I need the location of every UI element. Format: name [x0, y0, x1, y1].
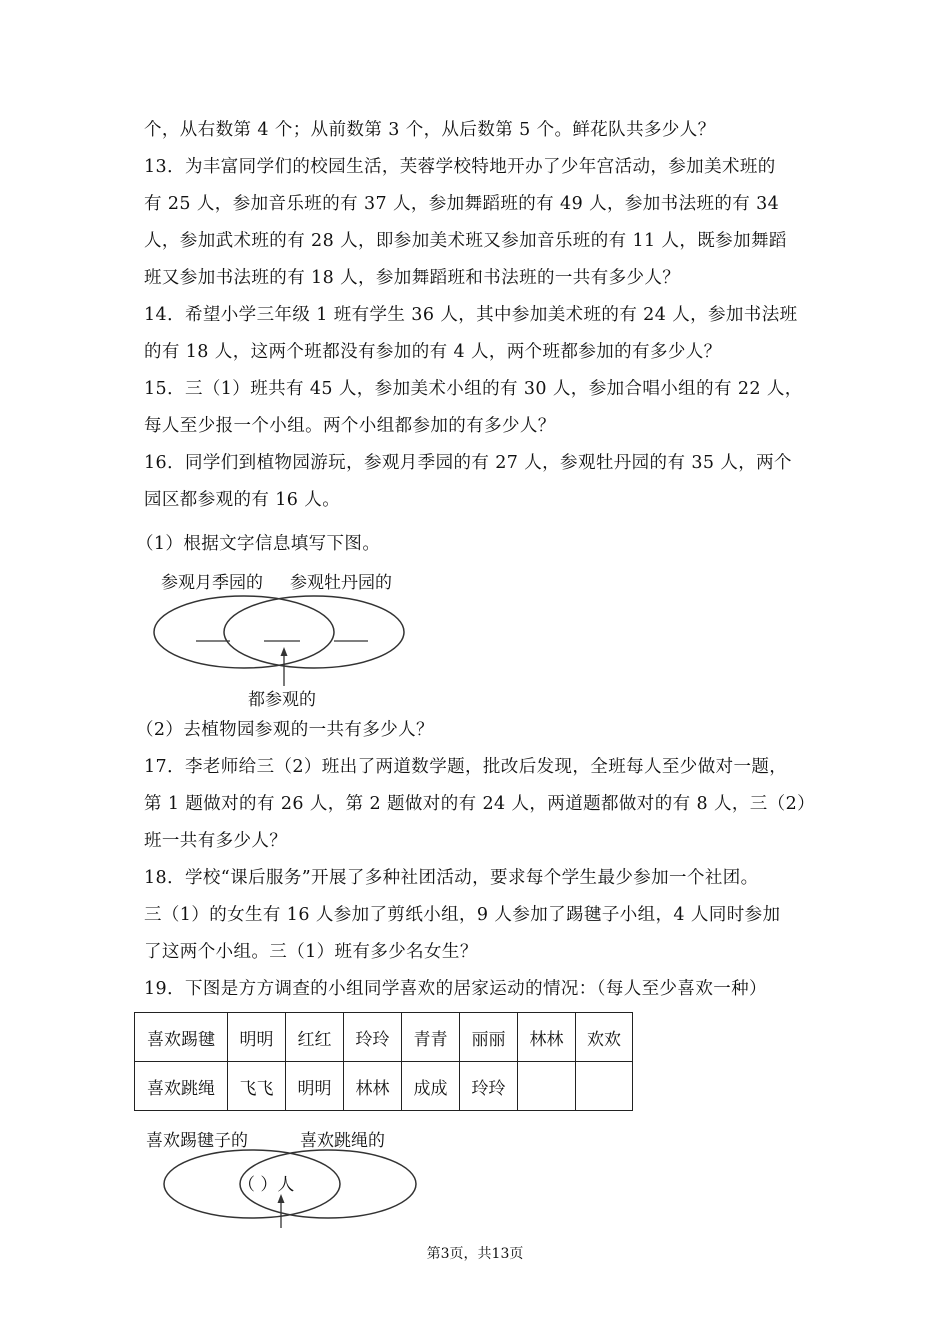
question-16-line-2: 园区都参观的有 16 人。: [144, 490, 341, 510]
question-18-line-2: 三（1）的女生有 16 人参加了剪纸小组，9 人参加了踢毽子小组，4 人同时参加: [144, 905, 781, 925]
table-cell: 欢欢: [576, 1013, 633, 1062]
venn19-arrow-head: [278, 1194, 285, 1203]
venn19-center-text: （ ）人: [238, 1175, 295, 1195]
question-14-line-1: 14．希望小学三年级 1 班有学生 36 人，其中参加美术班的有 24 人，参加书法班: [144, 305, 798, 325]
question-16-subpart-1-text: （1）根据文字信息填写下图。: [136, 534, 381, 554]
table-cell: 林林: [344, 1062, 402, 1111]
question-18-line-3: 了这两个小组。三（1）班有多少名女生？: [144, 942, 478, 962]
question-16-subpart-2: [136, 712, 804, 749]
table-cell: [576, 1062, 633, 1111]
venn16-left-ellipse: [154, 596, 334, 668]
question-13-line-1: 13．为丰富同学们的校园生活，芙蓉学校特地开办了少年宫活动，参加美术班的: [144, 157, 776, 177]
table-row: [135, 1013, 633, 1062]
question-text-block-12-15: [144, 112, 812, 519]
table-cell: 林林: [518, 1013, 576, 1062]
question-text-block-17-19: [144, 749, 815, 1008]
venn19-right-label: 喜欢跳绳的: [300, 1131, 385, 1151]
question-13-line-2: 有 25 人，参加音乐班的有 37 人，参加舞蹈班的有 49 人，参加书法班的有 34: [144, 194, 780, 214]
venn-diagram-16: [150, 590, 420, 680]
question-19-line-1: 19．下图是方方调查的小组同学喜欢的居家运动的情况：（每人至少喜欢一种）: [144, 979, 767, 999]
venn16-right-label: 参观牡丹园的: [290, 573, 392, 593]
table-cell: 成成: [402, 1062, 460, 1111]
table-cell: 丽丽: [460, 1013, 518, 1062]
question-14-line-2: 的有 18 人，这两个班都没有参加的有 4 人，两个班都参加的有多少人？: [144, 342, 722, 362]
table-cell: 喜欢踢毽: [135, 1013, 228, 1062]
question-16-line-1: 16．同学们到植物园游玩，参观月季园的有 27 人，参观牡丹园的有 35 人，两个: [144, 453, 792, 473]
question-13-line-4: 班又参加书法班的有 18 人，参加舞蹈班和书法班的一共有多少人？: [144, 268, 681, 288]
table-cell: 喜欢跳绳: [135, 1062, 228, 1111]
table-cell: 玲玲: [344, 1013, 402, 1062]
survey-table: [134, 1012, 633, 1111]
venn16-arrow-head: [281, 647, 288, 656]
venn16-bottom-label: 都参观的: [248, 690, 316, 710]
question-17-line-2: 第 1 题做对的有 26 人，第 2 题做对的有 24 人，两道题都做对的有 8 人，三（2）: [144, 794, 815, 814]
question-15-line-2: 每人至少报一个小组。两个小组都参加的有多少人？: [144, 416, 556, 436]
table-cell: [518, 1062, 576, 1111]
table-cell: 明明: [228, 1013, 286, 1062]
table-row: [135, 1062, 633, 1111]
venn19-left-label: 喜欢踢毽子的: [146, 1131, 248, 1151]
question-18-line-1: 18．学校“课后服务”开展了多种社团活动，要求每个学生最少参加一个社团。: [144, 868, 759, 888]
question-16-subpart-1: [136, 526, 804, 563]
table-cell: 玲玲: [460, 1062, 518, 1111]
table-cell: 飞飞: [228, 1062, 286, 1111]
table-cell: 明明: [286, 1062, 344, 1111]
question-12-ending: 个，从右数第 4 个；从前数第 3 个，从后数第 5 个。鲜花队共多少人？: [144, 120, 716, 140]
question-15-line-1: 15．三（1）班共有 45 人，参加美术小组的有 30 人，参加合唱小组的有 22 人，: [144, 379, 803, 399]
question-16-subpart-2-text: （2）去植物园参观的一共有多少人？: [136, 720, 434, 740]
question-17-line-1: 17．李老师给三（2）班出了两道数学题，批改后发现，全班每人至少做对一题，: [144, 757, 788, 777]
table-cell: 红红: [286, 1013, 344, 1062]
page-footer: 第3页，共13页: [426, 1246, 524, 1262]
question-13-line-3: 人，参加武术班的有 28 人，即参加美术班又参加音乐班的有 11 人，既参加舞蹈: [144, 231, 787, 251]
venn16-right-ellipse: [224, 596, 404, 668]
table-cell: 青青: [402, 1013, 460, 1062]
question-17-line-3: 班一共有多少人？: [144, 831, 288, 851]
venn16-left-label: 参观月季园的: [161, 573, 263, 593]
